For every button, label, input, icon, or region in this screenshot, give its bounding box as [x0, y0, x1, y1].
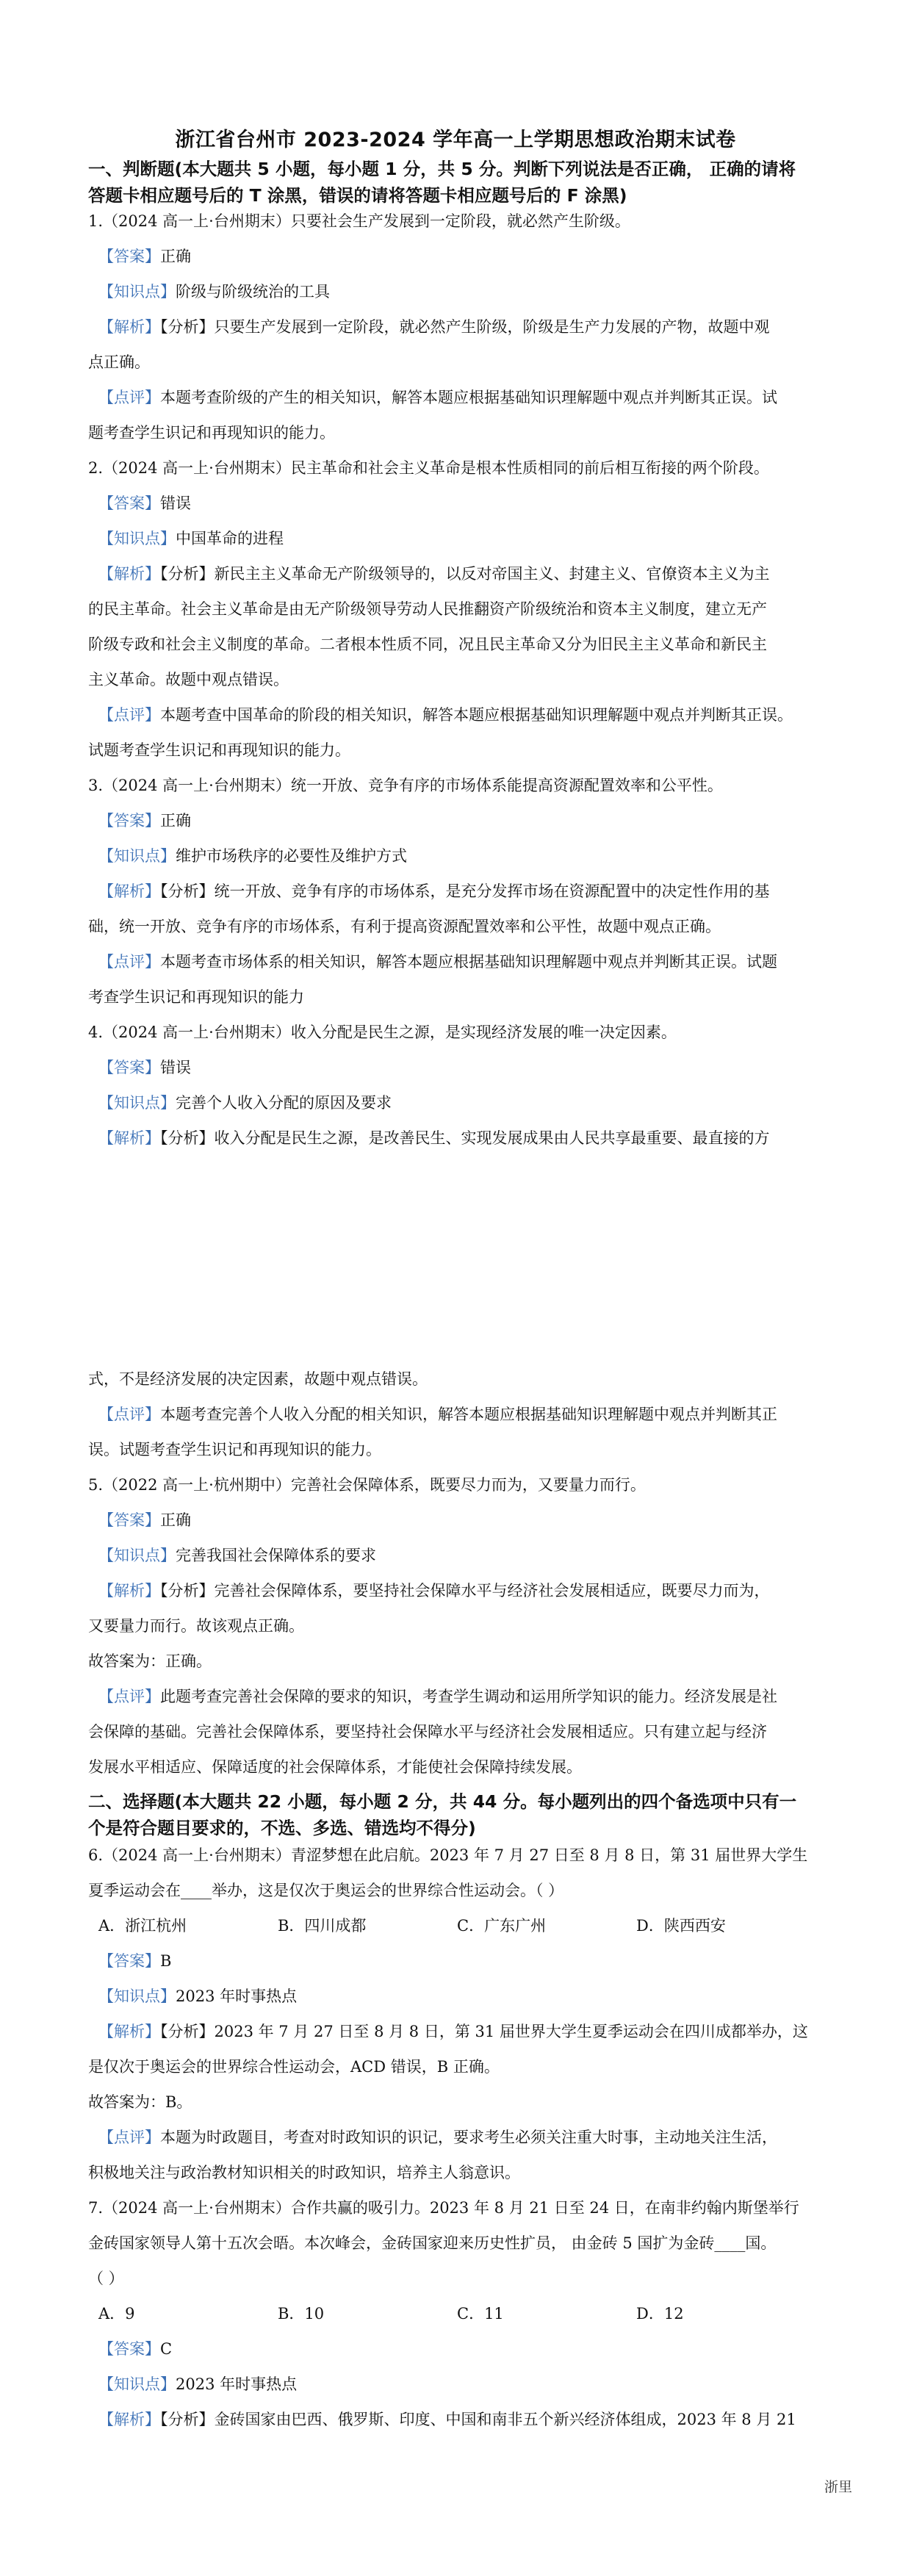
q6-analysis-cont: 是仅次于奥运会的世界综合性运动会，ACD 错误，B 正确。 — [88, 2058, 500, 2076]
q6-comment-cont: 积极地关注与政治教材知识相关的时政知识，培养主人翁意识。 — [88, 2164, 520, 2181]
q2-stem: 2.（2024 高一上·台州期末）民主革命和社会主义革命是根本性质相同的前后相互衔接的两个阶段。 — [88, 459, 769, 477]
q3-comment-cont: 考查学生识记和再现知识的能力 — [88, 988, 304, 1006]
q2-comment: 本题考查中国革命的阶段的相关知识，解答本题应根据基础知识理解题中观点并判断其正误。 — [160, 706, 793, 724]
q3-analysis: 【分析】统一开放、竞争有序的市场体系，是充分发挥市场在资源配置中的决定性作用的基 — [160, 882, 770, 900]
q4-analysis-row — [98, 1127, 840, 1149]
answer-tag: 【答案】 — [98, 1952, 160, 1970]
q7-stem: 7.（2024 高一上·台州期末）合作共赢的吸引力。2023 年 8 月 21 日至 24 日，在南非约翰内斯堡举行 — [88, 2199, 799, 2217]
section1-heading-line2: 答题卡相应题号后的 T 涂黑，错误的请将答题卡相应题号后的 F 涂黑) — [88, 185, 627, 206]
q2-analysis-cont: 的民主革命。社会主义革命是由无产阶级领导劳动人民推翻资产阶级统治和资本主义制度，建立无产 — [88, 600, 767, 618]
answer-tag: 【答案】 — [98, 494, 160, 512]
q1-knowledge: 阶级与阶级统治的工具 — [176, 283, 330, 301]
analysis-tag: 【解析】 — [98, 1129, 160, 1147]
q6-knowledge-row — [98, 1985, 840, 2007]
comment-tag: 【点评】 — [98, 2129, 160, 2146]
answer-tag: 【答案】 — [98, 248, 160, 265]
q7-stem-cont: 金砖国家领导人第十五次会晤。本次峰会，金砖国家迎来历史性扩员， 由金砖 5 国扩为金砖____国。 — [88, 2234, 777, 2252]
q2-answer: 错误 — [160, 494, 191, 512]
q3-knowledge-row — [98, 845, 840, 867]
q1-comment: 本题考查阶级的产生的相关知识，解答本题应根据基础知识理解题中观点并判断其正误。试 — [160, 389, 777, 406]
q6-stem: 6.（2024 高一上·台州期末）青涩梦想在此启航。2023 年 7 月 27 日至 8 月 8 日，第 31 届世界大学生 — [88, 1846, 808, 1864]
q5-knowledge-row — [98, 1544, 840, 1566]
q4-stem: 4.（2024 高一上·台州期末）收入分配是民生之源，是实现经济发展的唯一决定因素。 — [88, 1023, 677, 1041]
comment-tag: 【点评】 — [98, 1688, 160, 1705]
q6-answer: B — [160, 1952, 172, 1970]
q1-stem: 1.（2024 高一上·台州期末）只要社会生产发展到一定阶段，就必然产生阶级。 — [88, 212, 630, 230]
q7-knowledge: 2023 年时事热点 — [176, 2375, 298, 2393]
q3-comment-row — [98, 951, 840, 973]
q4-analysis: 【分析】收入分配是民生之源，是改善民生、实现发展成果由人民共享最重要、最直接的方 — [160, 1129, 770, 1147]
knowledge-tag: 【知识点】 — [98, 847, 176, 865]
q4-answer-row — [98, 1057, 840, 1079]
q5-answer: 正确 — [160, 1511, 191, 1529]
q7-option-b: B．10 — [278, 2305, 325, 2323]
q5-analysis-row — [98, 1580, 840, 1602]
q6-analysis-row — [98, 2021, 840, 2043]
q6-option-c: C．广东广州 — [457, 1917, 547, 1935]
q6-knowledge: 2023 年时事热点 — [176, 1987, 298, 2005]
q6-stem-cont: 夏季运动会在____举办，这是仅次于奥运会的世界综合性运动会。（ ） — [88, 1882, 564, 1899]
q3-comment: 本题考查市场体系的相关知识，解答本题应根据基础知识理解题中观点并判断其正误。试题 — [160, 953, 777, 971]
q2-analysis-cont: 主义革命。故题中观点错误。 — [88, 671, 289, 688]
page-footer: 浙里 — [824, 2479, 852, 2495]
q7-option-a: A．9 — [98, 2305, 135, 2323]
q7-analysis: 【分析】金砖国家由巴西、俄罗斯、印度、中国和南非五个新兴经济体组成，2023 年 8 月 21 — [160, 2411, 796, 2428]
knowledge-tag: 【知识点】 — [98, 283, 176, 301]
answer-tag: 【答案】 — [98, 1059, 160, 1076]
q3-answer-row — [98, 810, 840, 832]
comment-tag: 【点评】 — [98, 389, 160, 406]
q2-knowledge: 中国革命的进程 — [176, 530, 284, 547]
q5-answer-row — [98, 1509, 840, 1531]
q5-analysis-cont: 故答案为：正确。 — [88, 1652, 212, 1670]
q2-knowledge-row — [98, 528, 840, 550]
analysis-tag: 【解析】 — [98, 318, 160, 336]
q1-analysis: 【分析】只要生产发展到一定阶段，就必然产生阶级，阶级是生产力发展的产物，故题中观 — [160, 318, 770, 336]
q7-option-c: C．11 — [457, 2305, 504, 2323]
q7-stem-cont: （ ） — [88, 2270, 124, 2287]
section2-heading-line1: 二、选择题(本大题共 22 小题，每小题 2 分，共 44 分。每小题列出的四个备选项中只有一 — [88, 1791, 797, 1812]
q7-analysis-row — [98, 2408, 840, 2431]
q1-comment-row — [98, 386, 840, 409]
q5-comment-row — [98, 1685, 840, 1708]
q3-answer: 正确 — [160, 812, 191, 830]
analysis-tag: 【解析】 — [98, 565, 160, 583]
q5-comment: 此题考查完善社会保障的要求的知识，考查学生调动和运用所学知识的能力。经济发展是社 — [160, 1688, 777, 1705]
knowledge-tag: 【知识点】 — [98, 2375, 176, 2393]
page-title: 浙江省台州市 2023-2024 学年高一上学期思想政治期末试卷 — [175, 129, 736, 151]
q2-comment-row — [98, 704, 840, 726]
q4-knowledge-row — [98, 1092, 840, 1114]
q5-comment-cont: 会保障的基础。完善社会保障体系，要坚持社会保障水平与经济社会发展相适应。只有建立起与经济 — [88, 1723, 767, 1741]
q1-analysis-cont: 点正确。 — [88, 353, 150, 371]
q4-comment: 本题考查完善个人收入分配的相关知识，解答本题应根据基础知识理解题中观点并判断其正 — [160, 1406, 777, 1423]
comment-tag: 【点评】 — [98, 1406, 160, 1423]
q2-comment-cont: 试题考查学生识记和再现知识的能力。 — [88, 741, 350, 759]
analysis-tag: 【解析】 — [98, 2023, 160, 2040]
q6-answer-row — [98, 1950, 840, 1972]
q3-analysis-row — [98, 880, 840, 902]
answer-tag: 【答案】 — [98, 2340, 160, 2358]
knowledge-tag: 【知识点】 — [98, 1547, 176, 1564]
q5-analysis-cont: 又要量力而行。故该观点正确。 — [88, 1617, 304, 1635]
q6-analysis-cont: 故答案为：B。 — [88, 2093, 192, 2111]
q2-answer-row — [98, 492, 840, 514]
q4-knowledge: 完善个人收入分配的原因及要求 — [176, 1094, 392, 1112]
q3-stem: 3.（2024 高一上·台州期末）统一开放、竞争有序的市场体系能提高资源配置效率和公平性。 — [88, 777, 723, 794]
q1-knowledge-row — [98, 281, 840, 303]
q5-knowledge: 完善我国社会保障体系的要求 — [176, 1547, 376, 1564]
comment-tag: 【点评】 — [98, 706, 160, 724]
analysis-tag: 【解析】 — [98, 2411, 160, 2428]
q6-options — [98, 1915, 840, 1937]
analysis-tag: 【解析】 — [98, 882, 160, 900]
q3-knowledge: 维护市场秩序的必要性及维护方式 — [176, 847, 407, 865]
q4-answer: 错误 — [160, 1059, 191, 1076]
q7-options — [98, 2303, 840, 2325]
q2-analysis-row — [98, 563, 840, 585]
q6-analysis: 【分析】2023 年 7 月 27 日至 8 月 8 日，第 31 届世界大学生夏季运动会在四川成都举办，这 — [160, 2023, 808, 2040]
section2-heading-line2: 个是符合题目要求的，不选、多选、错选均不得分) — [88, 1818, 476, 1838]
q1-analysis-row — [98, 316, 840, 338]
q2-analysis: 【分析】新民主主义革命无产阶级领导的，以反对帝国主义、封建主义、官僚资本主义为主 — [160, 565, 770, 583]
q7-answer: C — [160, 2340, 173, 2358]
knowledge-tag: 【知识点】 — [98, 530, 176, 547]
q4-comment-row — [98, 1403, 840, 1425]
comment-tag: 【点评】 — [98, 953, 160, 971]
q3-analysis-cont: 础，统一开放、竞争有序的市场体系，有利于提高资源配置效率和公平性，故题中观点正确。 — [88, 918, 721, 935]
q1-comment-cont: 题考查学生识记和再现知识的能力。 — [88, 424, 335, 442]
q6-option-d: D．陕西西安 — [636, 1917, 726, 1935]
q5-analysis: 【分析】完善社会保障体系，要坚持社会保障水平与经济社会发展相适应，既要尽力而为， — [160, 1582, 770, 1600]
q2-analysis-cont: 阶级专政和社会主义制度的革命。二者根本性质不同，况且民主革命又分为旧民主主义革命和新民主 — [88, 636, 767, 653]
q4-comment-cont: 误。试题考查学生识记和再现知识的能力。 — [88, 1441, 381, 1458]
q7-option-d: D．12 — [636, 2305, 684, 2323]
q1-answer: 正确 — [160, 248, 191, 265]
q5-comment-cont: 发展水平相适应、保障适度的社会保障体系，才能使社会保障持续发展。 — [88, 1758, 582, 1776]
q6-option-a: A．浙江杭州 — [98, 1917, 187, 1935]
knowledge-tag: 【知识点】 — [98, 1987, 176, 2005]
analysis-tag: 【解析】 — [98, 1582, 160, 1600]
answer-tag: 【答案】 — [98, 1511, 160, 1529]
answer-tag: 【答案】 — [98, 812, 160, 830]
q1-answer-row — [98, 245, 840, 267]
q6-option-b: B．四川成都 — [278, 1917, 367, 1935]
q4-analysis-cont: 式，不是经济发展的决定因素，故题中观点错误。 — [88, 1370, 428, 1388]
knowledge-tag: 【知识点】 — [98, 1094, 176, 1112]
q6-comment: 本题为时政题目，考查对时政知识的识记，要求考生必须关注重大时事，主动地关注生活， — [160, 2129, 777, 2146]
q5-stem: 5.（2022 高一上·杭州期中）完善社会保障体系，既要尽力而为，又要量力而行。 — [88, 1476, 646, 1494]
q7-answer-row — [98, 2338, 840, 2360]
section1-heading-line1: 一、判断题(本大题共 5 小题，每小题 1 分，共 5 分。判断下列说法是否正确， 正确的请将 — [88, 159, 796, 179]
q7-knowledge-row — [98, 2373, 840, 2395]
q6-comment-row — [98, 2126, 840, 2148]
